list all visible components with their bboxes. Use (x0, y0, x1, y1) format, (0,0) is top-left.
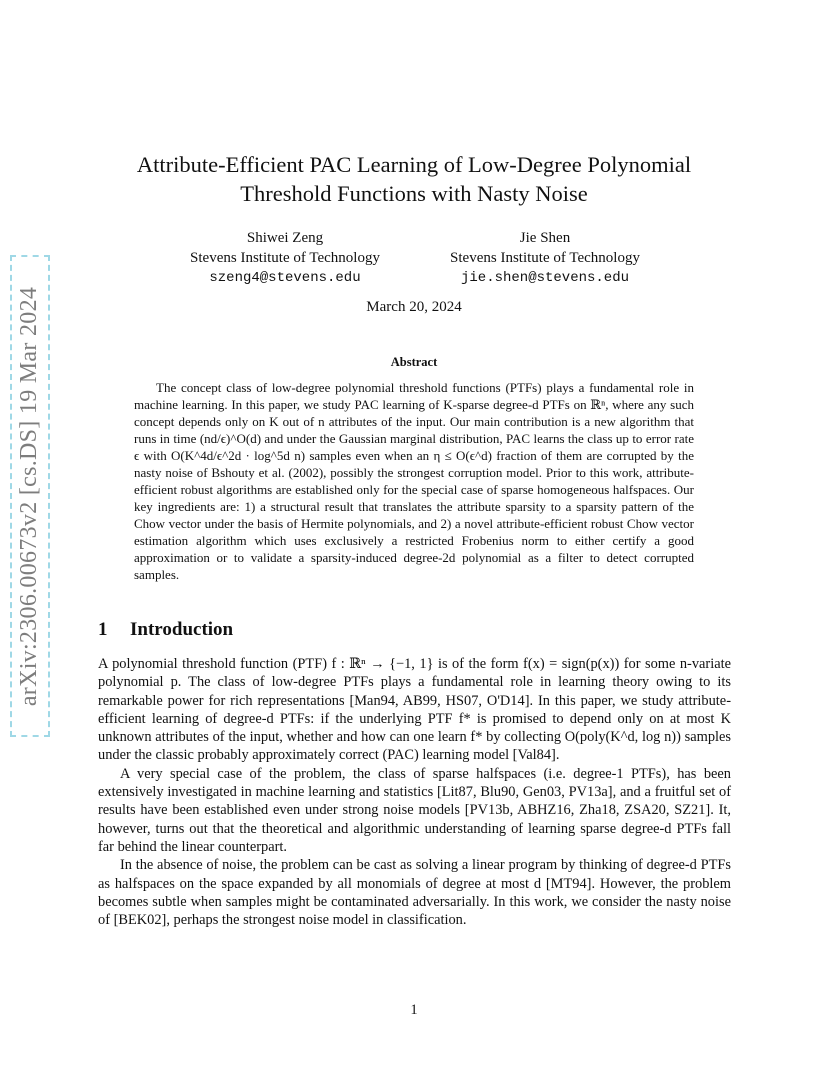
arxiv-identifier-text: arXiv:2306.00673v2 [cs.DS] 19 Mar 2024 (16, 286, 43, 706)
paragraph-1: A polynomial threshold function (PTF) f : ℝⁿ → {−1, 1} is of the form f(x) = sign(p(x)) for some n-variate polynomial p. The class of low-degree PTFs plays a fundamental role in learning theory owing to its remarkable power for rich representations [Man94, AB99, HS07, O'D14]. In this paper, we study attribute-efficient learning of degree-d PTFs: if the underlying PTF f* is promised to depend only on at most K unknown attributes of the input, whether and how can one learn f* by collecting O(poly(K^d, log n)) samples under the classic probably approximately correct (PAC) learning model [Val84]. (98, 656, 731, 764)
paragraph-2: A very special case of the problem, the class of sparse halfspaces (i.e. degree-1 PTFs), has been extensively investigated in machine learning and statistics [Lit87, Blu90, Gen03, PV13a], and a fruitful set of results have been established even under strong noise models [PV13b, ABHZ16, Zha18, ZSA20, SZ21]. It, however, turns out that the theoretical and algorithmic understanding of learning sparse degree-d PTFs fall far behind the linear counterpart. (98, 765, 731, 855)
section-heading (98, 619, 233, 641)
author-block-1 (160, 228, 410, 288)
author-name: Shiwei Zeng (246, 230, 324, 246)
author-name: Jie Shen (519, 230, 571, 246)
page-number: 1 (410, 1002, 418, 1018)
author-email: szeng4@stevens.edu (209, 270, 361, 286)
introduction-body (98, 655, 731, 929)
author-block-2 (420, 228, 670, 288)
arxiv-identifier-stamp (10, 255, 50, 737)
section-title: Introduction (130, 619, 234, 640)
author-affiliation: Stevens Institute of Technology (190, 250, 380, 266)
paper-date: March 20, 2024 (366, 299, 462, 315)
abstract-text: The concept class of low-degree polynomial threshold functions (PTFs) plays a fundamental role in machine learning. In this paper, we study PAC learning of K-sparse degree-d PTFs on ℝⁿ, where any such concept depends only on K out of n attributes of the input. Our main contribution is a new algorithm that runs in time (nd/ϵ)^O(d) and under the Gaussian marginal distribution, PAC learns the class up to error rate ϵ with O(K^4d/ϵ^2d · log^5d n) samples even when an η ≤ O(ϵ^d) fraction of them are corrupted by the nasty noise of Bshouty et al. (2002), possibly the strongest corruption model. Prior to this work, attribute-efficient robust algorithms are established only for the special case of sparse homogeneous halfspaces. Our key ingredients are: 1) a structural result that translates the attribute sparsity to a sparsity pattern of the Chow vector under the basis of Hermite polynomials, and 2) a novel attribute-efficient robust Chow vector estimation algorithm which uses exclusively a restricted Frobenius norm to either certify a good approximation or to validate a sparsity-induced degree-2d polynomial as a filter to detect corrupted samples. (134, 380, 694, 582)
author-email: jie.shen@stevens.edu (460, 270, 630, 286)
abstract-heading: Abstract (390, 355, 438, 369)
paper-title-line-2: Threshold Functions with Nasty Noise (240, 181, 588, 206)
paper-title (100, 150, 728, 208)
paragraph-3: In the absence of noise, the problem can be cast as solving a linear program by thinking of degree-d PTFs as halfspaces on the space expanded by all monomials of degree at most d [MT94]. However, the problem becomes subtle when samples might be contaminated adversarially. In this work, we consider the nasty noise of [BEK02], perhaps the strongest noise model in classification. (98, 857, 731, 929)
author-affiliation: Stevens Institute of Technology (450, 250, 640, 266)
abstract-body (134, 379, 694, 583)
paper-title-line-1: Attribute-Efficient PAC Learning of Low-Degree Polynomial (136, 152, 692, 177)
section-number: 1 (98, 619, 108, 640)
